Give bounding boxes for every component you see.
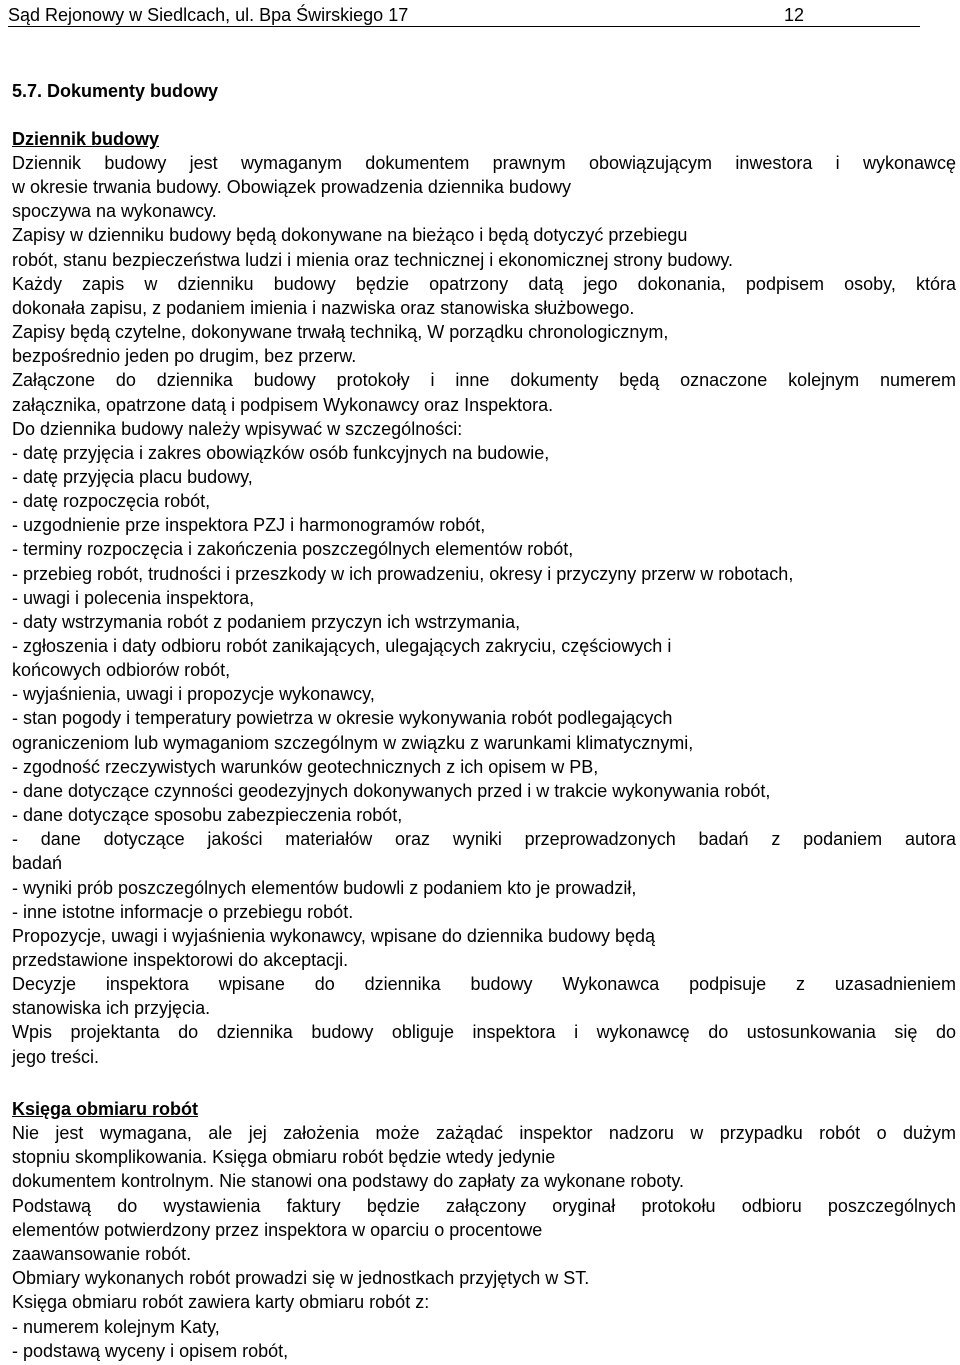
text-line: dokonała zapisu, z podaniem imienia i nazwiska oraz stanowiska służbowego.	[12, 297, 635, 318]
text-line: Wpis projektanta do dziennika budowy obliguje inspektora i wykonawcę do ustosunkowania się do	[12, 1022, 956, 1043]
text-line: jego treści.	[12, 1046, 100, 1067]
text-line: Zapisy będą czytelne, dokonywane trwałą techniką, W porządku chronologicznym,	[12, 322, 669, 343]
text-line: - przebieg robót, trudności i przeszkody w ich prowadzeniu, okresy i przyczyny przerw w robotach,	[12, 563, 794, 584]
text-line: elementów potwierdzony przez inspektora w oparciu o procentowe	[12, 1219, 543, 1240]
court-address: Sąd Rejonowy w Siedlcach, ul. Bpa Świrskiego 17	[8, 5, 409, 25]
text-line: w okresie trwania budowy. Obowiązek prowadzenia dziennika budowy	[12, 177, 571, 198]
text-line: - zgodność rzeczywistych warunków geotechnicznych z ich opisem w PB,	[12, 756, 599, 777]
text-line: - dane dotyczące czynności geodezyjnych dokonywanych przed i w trakcie wykonywania robót,	[12, 780, 771, 801]
diary-heading: Dziennik budowy	[12, 129, 160, 149]
measure-book-heading: Księga obmiaru robót	[12, 1099, 199, 1119]
text-line: Dziennik budowy jest wymaganym dokumentem prawnym obowiązującym inwestora i wykonawcę	[12, 153, 956, 173]
section-title: 5.7. Dokumenty budowy	[12, 81, 219, 101]
text-line: Propozycje, uwagi i wyjaśnienia wykonawcy, wpisane do dziennika budowy będą	[12, 925, 656, 946]
text-line: Decyzje inspektora wpisane do dziennika budowy Wykonawca podpisuje z uzasadnieniem	[12, 974, 956, 995]
text-line: - uzgodnienie prze inspektora PZJ i harmonogramów robót,	[12, 515, 486, 536]
text-line: spoczywa na wykonawcy.	[12, 201, 217, 222]
text-line: bezpośrednio jeden po drugim, bez przerw.	[12, 346, 357, 367]
text-line: robót, stanu bezpieczeństwa ludzi i mienia oraz technicznej i ekonomicznej strony budowy.	[12, 249, 734, 270]
text-line: dokumentem kontrolnym. Nie stanowi ona podstawy do zapłaty za wykonane roboty.	[12, 1171, 685, 1192]
text-line: końcowych odbiorów robót,	[12, 660, 231, 681]
text-line: Każdy zapis w dzienniku budowy będzie opatrzony datą jego dokonania, podpisem osoby, która	[12, 273, 956, 294]
text-line: - stan pogody i temperatury powietrza w okresie wykonywania robót podlegających	[12, 708, 673, 729]
text-line: Załączone do dziennika budowy protokoły i inne dokumenty będą oznaczone kolejnym numerem	[12, 370, 956, 391]
text-line: Do dziennika budowy należy wpisywać w szczególności:	[12, 418, 463, 439]
text-line: - datę przyjęcia i zakres obowiązków osób funkcyjnych na budowie,	[12, 442, 550, 463]
text-line: - zgłoszenia i daty odbioru robót zanikających, ulegających zakryciu, częściowych i	[12, 636, 672, 656]
text-line: - inne istotne informacje o przebiegu robót.	[12, 901, 354, 922]
text-line: - daty wstrzymania robót z podaniem przyczyn ich wstrzymania,	[12, 611, 521, 632]
text-line: - wyjaśnienia, uwagi i propozycje wykonawcy,	[12, 684, 375, 705]
text-line: - terminy rozpoczęcia i zakończenia poszczególnych elementów robót,	[12, 539, 574, 560]
text-line: przedstawione inspektorowi do akceptacji.	[12, 949, 349, 970]
text-line: zaawansowanie robót.	[12, 1244, 192, 1264]
text-line: ograniczeniom lub wymaganiom szczególnym w związku z warunkami klimatycznymi,	[12, 732, 694, 753]
text-line: - dane dotyczące sposobu zabezpieczenia robót,	[12, 805, 403, 826]
page-header	[8, 4, 920, 27]
text-line: - numerem kolejnym Katy,	[12, 1316, 220, 1337]
text-line: Zapisy w dzienniku budowy będą dokonywane na bieżąco i będą dotyczyć przebiegu	[12, 225, 688, 246]
text-line: - datę rozpoczęcia robót,	[12, 491, 211, 512]
text-line: Obmiary wykonanych robót prowadzi się w jednostkach przyjętych w ST.	[12, 1268, 590, 1289]
text-line: załącznika, opatrzone datą i podpisem Wykonawcy oraz Inspektora.	[12, 394, 554, 415]
text-line: stopniu skomplikowania. Księga obmiaru robót będzie wtedy jedynie	[12, 1147, 556, 1168]
text-line: - wyniki prób poszczególnych elementów budowli z podaniem kto je prowadził,	[12, 877, 637, 898]
text-line: badań	[12, 853, 63, 874]
text-line: stanowiska ich przyjęcia.	[12, 998, 211, 1019]
text-line: Księga obmiaru robót zawiera karty obmiaru robót z:	[12, 1292, 430, 1313]
text-line: - dane dotyczące jakości materiałów oraz wyniki przeprowadzonych badań z podaniem autora	[12, 829, 956, 850]
text-line: - podstawą wyceny i opisem robót,	[12, 1340, 289, 1361]
text-line: Nie jest wymagana, ale jej założenia może zażądać inspektor nadzoru w przypadku robót o dużym	[12, 1123, 956, 1143]
text-line: - datę przyjęcia placu budowy,	[12, 466, 253, 487]
text-line: Podstawą do wystawienia faktury będzie załączony oryginał protokołu odbioru poszczególnych	[12, 1195, 956, 1216]
page-number: 12	[784, 5, 805, 25]
text-line: - uwagi i polecenia inspektora,	[12, 587, 255, 608]
